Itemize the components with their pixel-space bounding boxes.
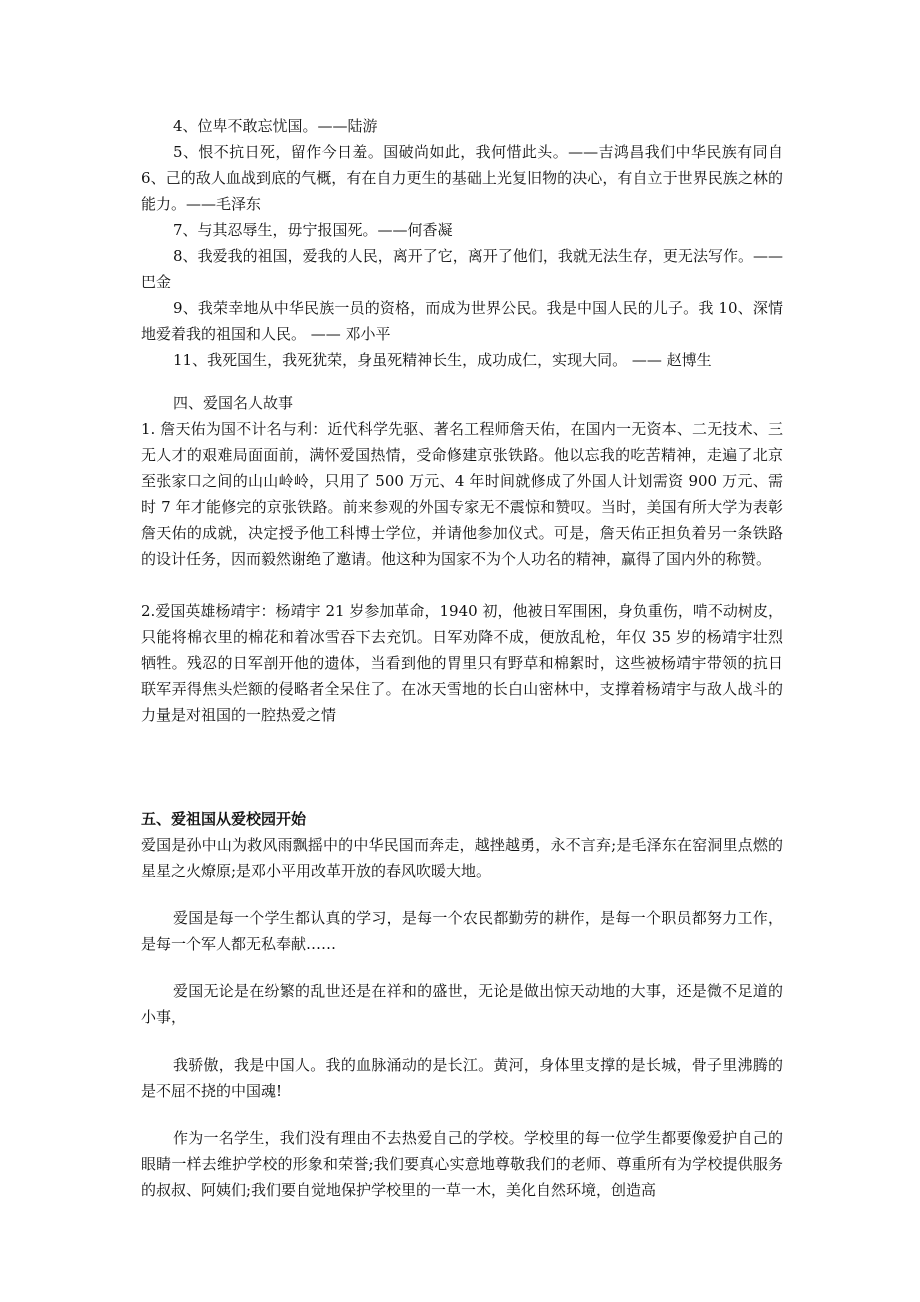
story-yang-jingyu: 2.爱国英雄杨靖宇：杨靖宇 21 岁参加革命，1940 初，他被日军围困，身负重伤，啃不动树皮，只能将棉衣里的棉花和着冰雪吞下去充饥。日军劝降不成，便放乱枪，年仅 35 岁的杨靖宇壮烈牺牲。残忍的日军剖开他的遗体，当看到他的胃里只有野草和棉絮时，这些被杨靖宇带领的抗日联军弄得焦头烂额的侵略者全呆住了。在冰天雪地的长白山密林中，支撑着杨靖宇与敌人战斗的力量是对祖国的一腔热爱之情 xyxy=(141,602,783,724)
section-5-para-2: 爱国无论是在纷繁的乱世还是在祥和的盛世，无论是做出惊天动地的大事，还是微不足道的小事， xyxy=(141,982,783,1026)
quote-8: 8、我爱我的祖国，爱我的人民，离开了它，离开了他们，我就无法生存，更无法写作。—— 巴金 xyxy=(141,247,783,291)
section-5-intro: 爱国是孙中山为救风雨飘摇中的中华民国而奔走，越挫越勇，永不言弃;是毛泽东在窑洞里点燃的星星之火燎原;是邓小平用改革开放的春风吹暖大地。 xyxy=(141,836,783,880)
section-5-para-4: 作为一名学生，我们没有理由不去热爱自己的学校。学校里的每一位学生都要像爱护自己的眼睛一样去维护学校的形象和荣誉;我们要真心实意地尊敬我们的老师、尊重所有为学校提供服务的叔叔、阿姨们;我们要自觉地保护学校里的一草一木，美化自然环境，创造高 xyxy=(141,1129,783,1199)
quote-11: 11、我死国生，我死犹荣，身虽死精神长生，成功成仁，实现大同。 —— 赵博生 xyxy=(173,351,712,369)
section-5-para-3: 我骄傲，我是中国人。我的血脉涌动的是长江。黄河，身体里支撑的是长城，骨子里沸腾的是不屈不挠的中国魂! xyxy=(141,1056,783,1100)
quote-7: 7、与其忍辱生，毋宁报国死。——何香凝 xyxy=(173,221,453,239)
quote-4: 4、位卑不敢忘忧国。——陆游 xyxy=(173,117,378,135)
section-4-heading: 四、爱国名人故事 xyxy=(173,394,294,412)
section-5-para-1: 爱国是每一个学生都认真的学习，是每一个农民都勤劳的耕作，是每一个职员都努力工作，是每一个军人都无私奉献…… xyxy=(141,909,783,953)
quote-9-10: 9、我荣幸地从中华民族一员的资格，而成为世界公民。我是中国人民的儿子。我 10、深情地爱着我的祖国和人民。 —— 邓小平 xyxy=(141,299,783,343)
story-zhan-tianyou: 1. 詹天佑为国不计名与利：近代科学先驱、著名工程师詹天佑，在国内一无资本、二无技术、三无人才的艰难局面面前，满怀爱国热情，受命修建京张铁路。他以忘我的吃苦精神，走遍了北京至张家口之间的山山岭岭，只用了 500 万元、4 年时间就修成了外国人计划需资 900 万元、需时 7 年才能修完的京张铁路。前来参观的外国专家无不震惊和赞叹。当时，美国有所大学为表彰詹天佑的成就，决定授予他工科博士学位，并请他参加仪式。可是，詹天佑正担负着另一条铁路的设计任务，因而毅然谢绝了邀请。他这种为国家不为个人功名的精神，赢得了国内外的称赞。 xyxy=(141,420,783,568)
section-5-heading: 五、爱祖国从爱校园开始 xyxy=(141,810,307,828)
quote-5-6: 5、恨不抗日死，留作今日羞。国破尚如此，我何惜此头。——吉鸿昌我们中华民族有同自 6、己的敌人血战到底的气概，有在自力更生的基础上光复旧物的决心，有自立于世界民族之林的能力。——毛泽东 xyxy=(141,143,783,213)
